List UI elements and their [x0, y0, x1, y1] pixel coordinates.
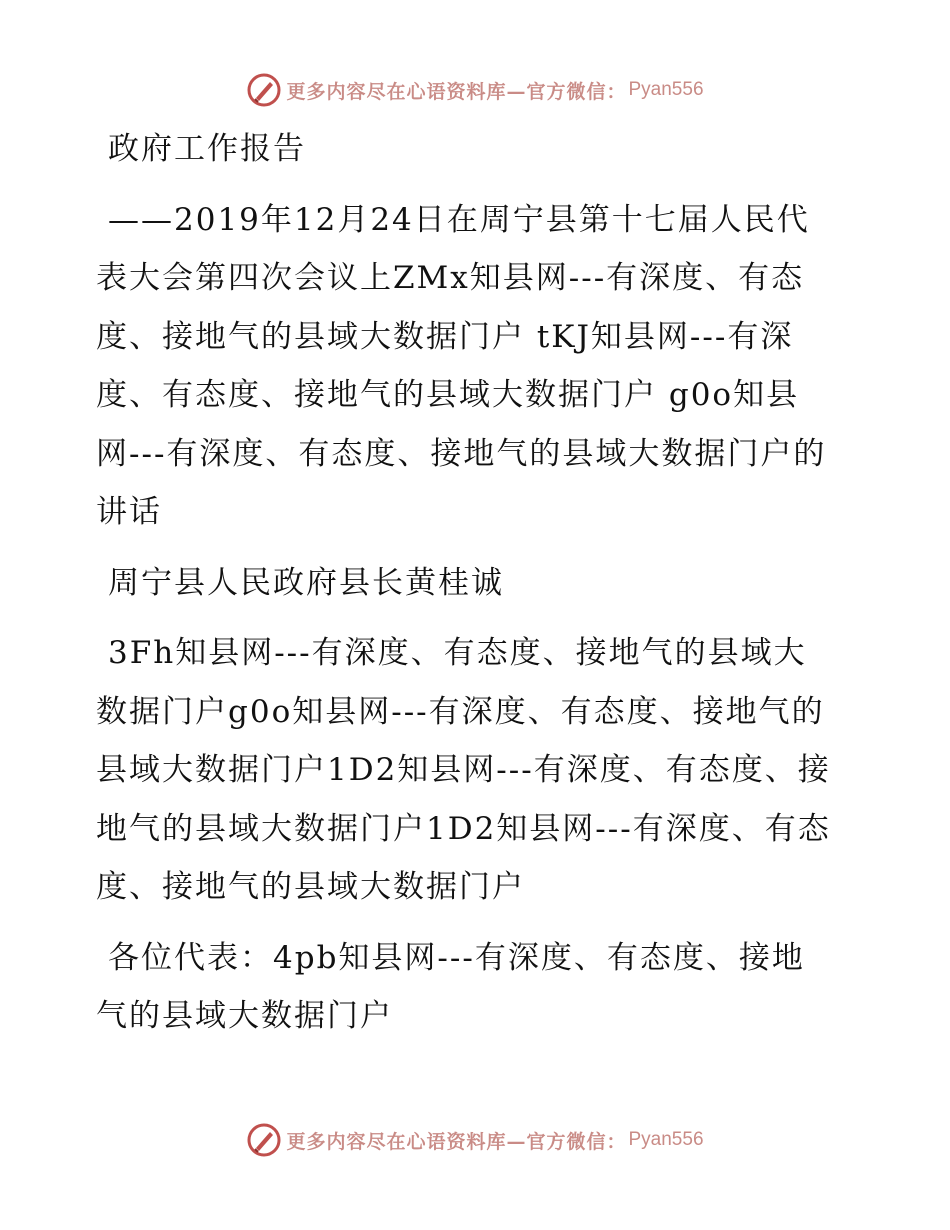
pen-circle-logo-icon [246, 72, 282, 108]
footer-watermark-text: 更多内容尽在心语资料库—官方微信： [286, 1130, 627, 1153]
document-speaker: 周宁县人民政府县长黄桂诚 [108, 564, 504, 601]
document-body [96, 120, 836, 1046]
document-paragraph-2: 各位代表：4pb知县网---有深度、有态度、接地气的县域大数据门户 [96, 939, 805, 1034]
pen-circle-logo-icon [246, 1122, 282, 1158]
header-wechat-handle: Pyan556 [628, 79, 704, 100]
footer-watermark-banner [0, 1120, 950, 1160]
document-subtitle: ——2019年12月24日在周宁县第十七届人民代表大会第四次会议上ZMx知县网---有深度、有态度、接地气的县域大数据门户 tKJ知县网---有深度、有态度、接地气的县域大数据门户 g0o知县网---有深度、有态度、接地气的县域大数据门户的讲话 [96, 201, 827, 530]
document-paragraph-1: 3Fh知县网---有深度、有态度、接地气的县域大数据门户g0o知县网---有深度、有态度、接地气的县域大数据门户1D2知县网---有深度、有态度、接地气的县域大数据门户1D2知县网---有深度、有态度、接地气的县域大数据门户 [96, 635, 831, 905]
footer-wechat-handle: Pyan556 [628, 1129, 704, 1150]
document-title: 政府工作报告 [108, 131, 306, 167]
header-watermark-banner [0, 70, 950, 110]
header-watermark-text: 更多内容尽在心语资料库—官方微信： [286, 80, 627, 103]
